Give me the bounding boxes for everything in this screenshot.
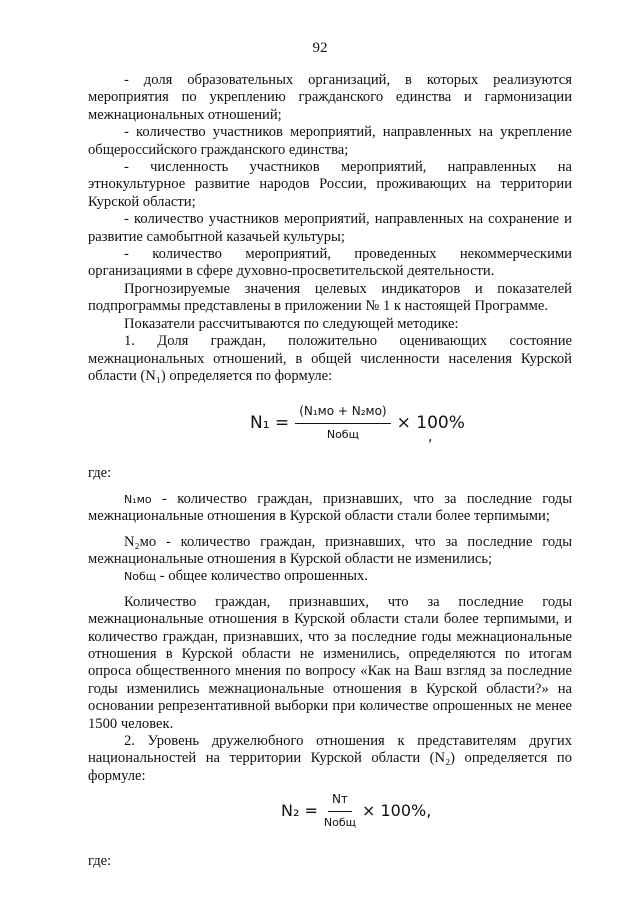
formula-1-rhs: × 100% [396, 412, 465, 433]
formula-2-denominator: Nобщ [323, 815, 356, 829]
list-item: - количество участников мероприятий, направленных на укрепление общероссийского гражданского единства; [88, 124, 572, 158]
formula-1-denominator: Nобщ [326, 427, 359, 441]
formula-2 [88, 787, 572, 843]
definition-n1mo [88, 491, 572, 526]
definition-n1mo-text: - количество граждан, признавших, что за последние годы межнациональные отношения в Курской области стали более терпимыми; [88, 490, 572, 525]
page-number: 92 [312, 40, 328, 56]
paragraph-forecast: Прогнозируемые значения целевых индикаторов и показателей подпрограммы представлены в приложении № 1 к настоящей Программе. [88, 280, 572, 315]
formula-1-lhs: N₁ = [250, 412, 290, 433]
definition-nobsh-text: - общее количество опрошенных. [156, 568, 368, 585]
formula-1-fraction [295, 403, 390, 443]
paragraph-indicator-1: 1. Доля граждан, положительно оценивающих состояние межнациональных отношений, в общей численности населения Курской области (N₁) определяется по формуле: [88, 333, 572, 384]
definition-n2mo-text: - количество граждан, признавших, что за последние годы межнациональные отношения в Курской области не изменились; [88, 533, 572, 567]
definition-n2mo [88, 534, 572, 569]
formula-2-fraction [324, 791, 356, 831]
formula-2-lhs: N₂ = [281, 801, 318, 821]
symbol-nobsh: Nобщ [124, 570, 157, 584]
definition-nobsh [88, 568, 572, 585]
list-item: - количество участников мероприятий, направленных на сохранение и развитие самобытной казачьей культуры; [88, 211, 572, 245]
where-label-1: где: [88, 465, 112, 482]
symbol-n2mo: N₂мо [124, 533, 157, 550]
formula-2-numerator: Nт [328, 791, 352, 811]
where-label-2: где: [88, 853, 112, 870]
document-body [88, 72, 572, 871]
formula-1-numerator: (N₁мо + N₂мо) [295, 403, 390, 423]
symbol-n1mo: N₁мо [124, 492, 152, 506]
formula-1 [88, 399, 572, 459]
paragraph-indicator-2: 2. Уровень дружелюбного отношения к представителям других национальностей на территории Курской области (N₂) определяется по формуле: [88, 733, 572, 784]
paragraph-count: Количество граждан, признавших, что за последние годы межнациональные отношения в Курской области стали более терпимыми, и количество граждан, признавших, что за последние годы межнациональные отношения в Курской области не изменились, определяются по итогам опроса общественного мнения по вопросу «Как на Ваш взгляд за последние годы изменились межнациональные отношения в Курской области?» на основании репрезентативной выборки при количестве опрошенных не менее 1500 человек. [88, 593, 572, 732]
list-item: - доля образовательных организаций, в которых реализуются мероприятия по укреплению гражданского единства и гармонизации межнациональных отношений; [88, 72, 572, 123]
formula-2-rhs: × 100%, [361, 801, 432, 821]
list-item: - численность участников мероприятий, направленных на этнокультурное развитие народов России, проживающих на территории Курской области; [88, 159, 572, 210]
paragraph-method: Показатели рассчитываются по следующей методике: [124, 315, 459, 332]
list-item: - количество мероприятий, проведенных некоммерческими организациями в сфере духовно-просветительской деятельности. [88, 246, 572, 280]
formula-1-comma: , [428, 429, 433, 446]
